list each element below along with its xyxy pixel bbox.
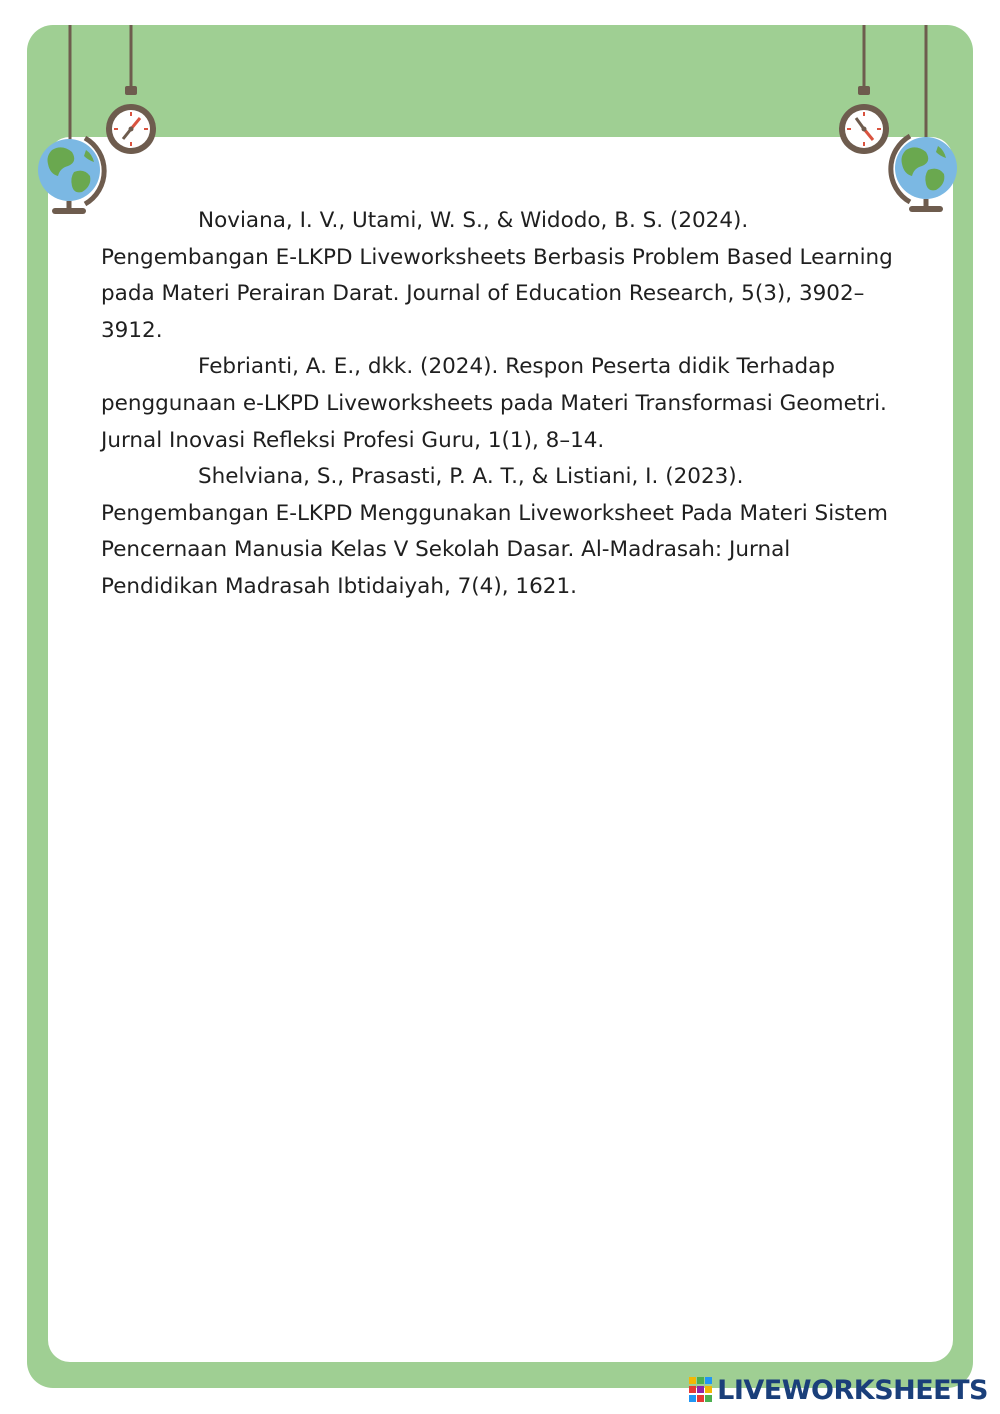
liveworksheets-logo-icon [689, 1377, 713, 1403]
brand-name: LIVEWORKSHEETS [717, 1374, 988, 1406]
liveworksheets-brand[interactable] [689, 1373, 988, 1407]
compass-icon [106, 86, 156, 154]
reference-entry: Noviana, I. V., Utami, W. S., & Widodo, B. S. (2024). Pengembangan E-LKPD Liveworksheets Berbasis Problem Based Learning pada Materi Perairan Darat. Journal of Education Research, 5(3), 3902–3912. [101, 208, 893, 343]
reference-entry: Shelviana, S., Prasasti, P. A. T., & Listiani, I. (2023). Pengembangan E-LKPD Menggunakan Liveworksheet Pada Materi Sistem Pencernaan Manusia Kelas V Sekolah Dasar. Al-Madrasah: Jurnal Pendidikan Madrasah Ibtidaiyah, 7(4), 1621. [101, 464, 888, 599]
hanging-decorations [0, 0, 1000, 230]
compass-icon [839, 86, 889, 154]
reference-list [101, 203, 901, 606]
globe-icon [891, 136, 957, 212]
reference-entry: Febrianti, A. E., dkk. (2024). Respon Peserta didik Terhadap penggunaan e-LKPD Liveworksheets pada Materi Transformasi Geometri. Jurnal Inovasi Refleksi Profesi Guru, 1(1), 8–14. [101, 354, 887, 453]
globe-icon [38, 138, 104, 214]
